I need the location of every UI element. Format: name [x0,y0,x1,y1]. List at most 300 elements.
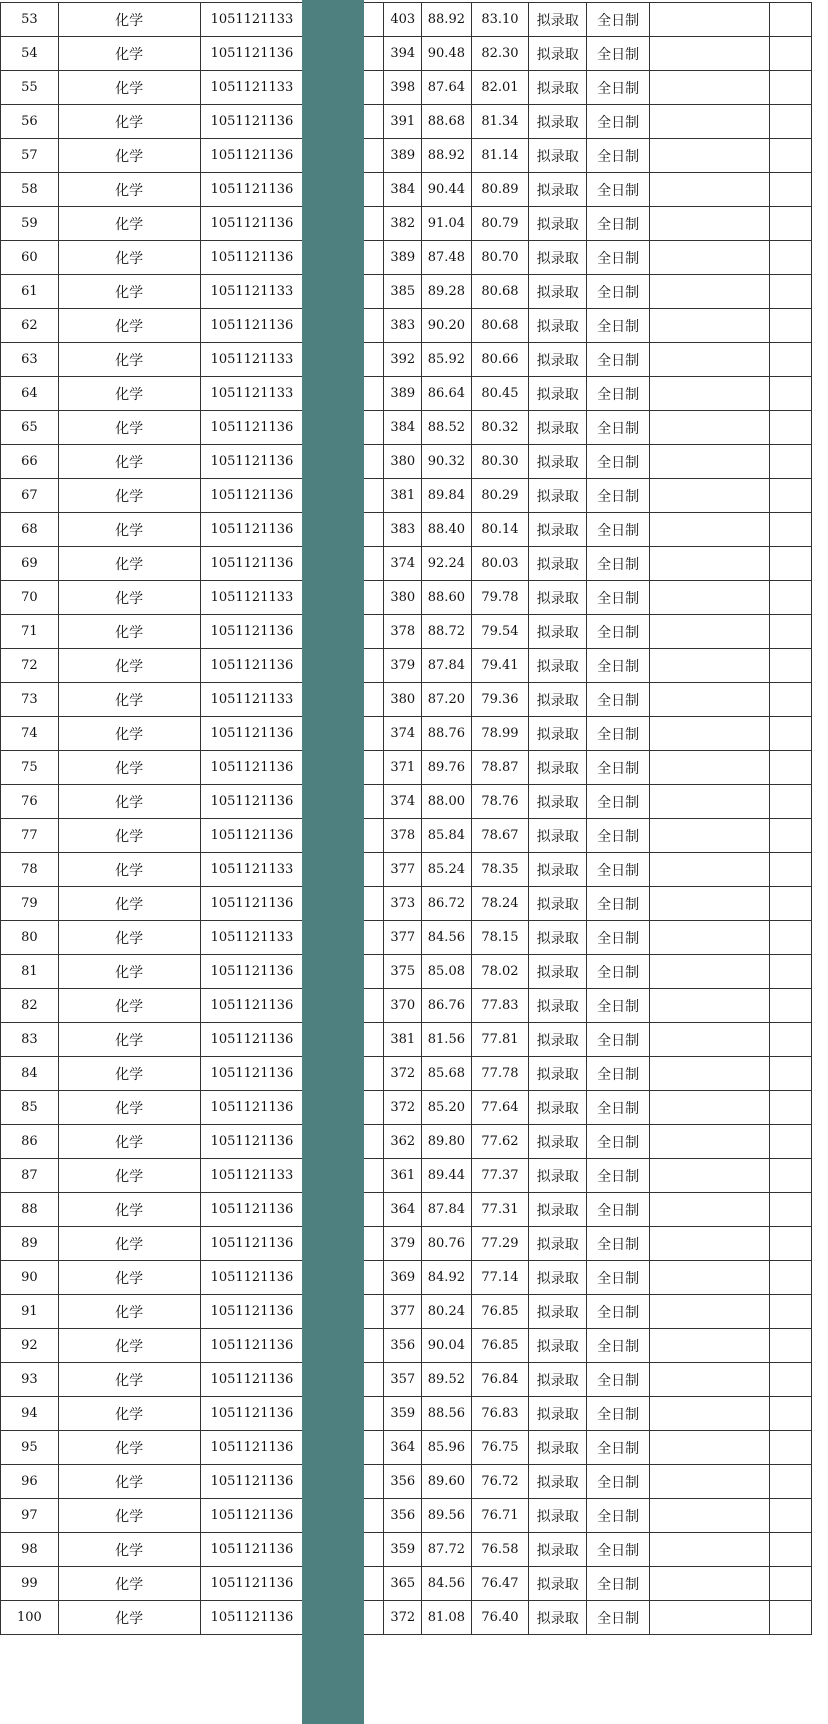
study-mode-cell: 全日制 [587,751,650,785]
status-cell: 拟录取 [529,377,587,411]
retest-score-cell: 88.92 [422,3,471,37]
remark-cell [650,1261,770,1295]
remark-cell [650,683,770,717]
prelim-score-cell: 379 [384,649,422,683]
prelim-score-cell: 378 [384,615,422,649]
table-row [1,751,812,785]
major-cell: 化学 [58,581,200,615]
study-mode-cell: 全日制 [587,853,650,887]
candidate-id-cell: 1051121136 [200,1431,321,1465]
retest-score-cell: 85.20 [422,1091,471,1125]
retest-score-cell: 84.56 [422,1567,471,1601]
status-cell: 拟录取 [529,819,587,853]
candidate-id-cell: 1051121136 [200,37,321,71]
candidate-id-cell: 1051121136 [200,445,321,479]
remark-cell [650,717,770,751]
remark-cell [650,1533,770,1567]
study-mode-cell: 全日制 [587,445,650,479]
study-mode-cell: 全日制 [587,37,650,71]
retest-score-cell: 87.84 [422,649,471,683]
prelim-score-cell: 380 [384,581,422,615]
remark-cell [650,3,770,37]
retest-score-cell: 86.64 [422,377,471,411]
total-score-cell: 80.68 [471,309,529,343]
candidate-id-cell: 1051121136 [200,1091,321,1125]
row-number-cell: 89 [1,1227,59,1261]
status-cell: 拟录取 [529,1363,587,1397]
major-cell: 化学 [58,1397,200,1431]
remark-cell [650,1329,770,1363]
retest-score-cell: 89.84 [422,479,471,513]
major-cell: 化学 [58,1159,200,1193]
blank-cell [769,1295,811,1329]
prelim-score-cell: 378 [384,819,422,853]
prelim-score-cell: 369 [384,1261,422,1295]
table-row [1,105,812,139]
study-mode-cell: 全日制 [587,819,650,853]
retest-score-cell: 85.96 [422,1431,471,1465]
prelim-score-cell: 398 [384,71,422,105]
table-row [1,1193,812,1227]
study-mode-cell: 全日制 [587,1499,650,1533]
remark-cell [650,1023,770,1057]
total-score-cell: 76.58 [471,1533,529,1567]
remark-cell [650,547,770,581]
prelim-score-cell: 391 [384,105,422,139]
prelim-score-cell: 372 [384,1057,422,1091]
major-cell: 化学 [58,479,200,513]
retest-score-cell: 85.92 [422,343,471,377]
total-score-cell: 81.14 [471,139,529,173]
blank-cell [769,1397,811,1431]
table-row [1,275,812,309]
status-cell: 拟录取 [529,1533,587,1567]
retest-score-cell: 86.72 [422,887,471,921]
major-cell: 化学 [58,1261,200,1295]
major-cell: 化学 [58,955,200,989]
status-cell: 拟录取 [529,1465,587,1499]
row-number-cell: 66 [1,445,59,479]
status-cell: 拟录取 [529,105,587,139]
table-row [1,819,812,853]
prelim-score-cell: 377 [384,1295,422,1329]
blank-cell [769,1363,811,1397]
table-row [1,241,812,275]
candidate-id-cell: 1051121136 [200,173,321,207]
table-row [1,343,812,377]
retest-score-cell: 87.72 [422,1533,471,1567]
study-mode-cell: 全日制 [587,1261,650,1295]
row-number-cell: 87 [1,1159,59,1193]
row-number-cell: 62 [1,309,59,343]
blank-cell [769,615,811,649]
table-row [1,1499,812,1533]
prelim-score-cell: 385 [384,275,422,309]
row-number-cell: 78 [1,853,59,887]
table-row [1,1159,812,1193]
total-score-cell: 78.76 [471,785,529,819]
study-mode-cell: 全日制 [587,1465,650,1499]
remark-cell [650,649,770,683]
major-cell: 化学 [58,1227,200,1261]
retest-score-cell: 81.56 [422,1023,471,1057]
study-mode-cell: 全日制 [587,479,650,513]
status-cell: 拟录取 [529,411,587,445]
table-row [1,853,812,887]
remark-cell [650,751,770,785]
prelim-score-cell: 384 [384,411,422,445]
status-cell: 拟录取 [529,1499,587,1533]
retest-score-cell: 88.56 [422,1397,471,1431]
status-cell: 拟录取 [529,139,587,173]
table-row [1,3,812,37]
blank-cell [769,547,811,581]
total-score-cell: 77.29 [471,1227,529,1261]
row-number-cell: 91 [1,1295,59,1329]
study-mode-cell: 全日制 [587,173,650,207]
remark-cell [650,207,770,241]
retest-score-cell: 89.76 [422,751,471,785]
candidate-id-cell: 1051121136 [200,1567,321,1601]
retest-score-cell: 88.76 [422,717,471,751]
total-score-cell: 79.36 [471,683,529,717]
prelim-score-cell: 375 [384,955,422,989]
retest-score-cell: 89.44 [422,1159,471,1193]
prelim-score-cell: 356 [384,1499,422,1533]
table-row [1,377,812,411]
major-cell: 化学 [58,683,200,717]
blank-cell [769,71,811,105]
total-score-cell: 81.34 [471,105,529,139]
table-row [1,547,812,581]
prelim-score-cell: 359 [384,1397,422,1431]
row-number-cell: 94 [1,1397,59,1431]
prelim-score-cell: 356 [384,1329,422,1363]
study-mode-cell: 全日制 [587,717,650,751]
candidate-id-cell: 1051121136 [200,955,321,989]
status-cell: 拟录取 [529,547,587,581]
candidate-id-cell: 1051121136 [200,1533,321,1567]
status-cell: 拟录取 [529,1567,587,1601]
major-cell: 化学 [58,1499,200,1533]
blank-cell [769,513,811,547]
candidate-id-cell: 1051121136 [200,105,321,139]
remark-cell [650,1125,770,1159]
study-mode-cell: 全日制 [587,1057,650,1091]
blank-cell [769,343,811,377]
status-cell: 拟录取 [529,343,587,377]
table-row [1,581,812,615]
table-row [1,921,812,955]
total-score-cell: 80.30 [471,445,529,479]
candidate-id-cell: 1051121136 [200,309,321,343]
row-number-cell: 88 [1,1193,59,1227]
total-score-cell: 77.14 [471,1261,529,1295]
total-score-cell: 80.89 [471,173,529,207]
blank-cell [769,1261,811,1295]
row-number-cell: 99 [1,1567,59,1601]
study-mode-cell: 全日制 [587,139,650,173]
study-mode-cell: 全日制 [587,207,650,241]
row-number-cell: 72 [1,649,59,683]
prelim-score-cell: 374 [384,785,422,819]
table-row [1,1465,812,1499]
blank-cell [769,139,811,173]
status-cell: 拟录取 [529,921,587,955]
retest-score-cell: 87.84 [422,1193,471,1227]
row-number-cell: 96 [1,1465,59,1499]
status-cell: 拟录取 [529,3,587,37]
status-cell: 拟录取 [529,751,587,785]
prelim-score-cell: 377 [384,853,422,887]
major-cell: 化学 [58,445,200,479]
table-row [1,1431,812,1465]
total-score-cell: 77.62 [471,1125,529,1159]
major-cell: 化学 [58,1329,200,1363]
remark-cell [650,1295,770,1329]
remark-cell [650,1193,770,1227]
remark-cell [650,581,770,615]
study-mode-cell: 全日制 [587,71,650,105]
study-mode-cell: 全日制 [587,3,650,37]
status-cell: 拟录取 [529,207,587,241]
table-row [1,309,812,343]
remark-cell [650,309,770,343]
candidate-id-cell: 1051121136 [200,139,321,173]
blank-cell [769,649,811,683]
status-cell: 拟录取 [529,309,587,343]
study-mode-cell: 全日制 [587,309,650,343]
retest-score-cell: 90.20 [422,309,471,343]
status-cell: 拟录取 [529,173,587,207]
row-number-cell: 100 [1,1601,59,1635]
blank-cell [769,411,811,445]
major-cell: 化学 [58,139,200,173]
blank-cell [769,377,811,411]
major-cell: 化学 [58,37,200,71]
blank-cell [769,1023,811,1057]
status-cell: 拟录取 [529,1159,587,1193]
prelim-score-cell: 389 [384,241,422,275]
study-mode-cell: 全日制 [587,547,650,581]
table-row [1,989,812,1023]
retest-score-cell: 84.92 [422,1261,471,1295]
blank-cell [769,921,811,955]
status-cell: 拟录取 [529,1601,587,1635]
candidate-id-cell: 1051121136 [200,1023,321,1057]
major-cell: 化学 [58,887,200,921]
prelim-score-cell: 365 [384,1567,422,1601]
table-row [1,71,812,105]
blank-cell [769,3,811,37]
remark-cell [650,1601,770,1635]
major-cell: 化学 [58,513,200,547]
row-number-cell: 95 [1,1431,59,1465]
total-score-cell: 80.14 [471,513,529,547]
status-cell: 拟录取 [529,615,587,649]
blank-cell [769,955,811,989]
total-score-cell: 80.03 [471,547,529,581]
major-cell: 化学 [58,71,200,105]
remark-cell [650,411,770,445]
table-row [1,1261,812,1295]
major-cell: 化学 [58,1193,200,1227]
table-row [1,683,812,717]
candidate-id-cell: 1051121136 [200,513,321,547]
study-mode-cell: 全日制 [587,581,650,615]
table-row [1,1057,812,1091]
retest-score-cell: 84.56 [422,921,471,955]
remark-cell [650,1397,770,1431]
retest-score-cell: 85.68 [422,1057,471,1091]
candidate-id-cell: 1051121136 [200,649,321,683]
major-cell: 化学 [58,309,200,343]
retest-score-cell: 88.40 [422,513,471,547]
row-number-cell: 57 [1,139,59,173]
total-score-cell: 76.71 [471,1499,529,1533]
candidate-id-cell: 1051121136 [200,751,321,785]
candidate-id-cell: 1051121136 [200,1601,321,1635]
candidate-id-cell: 1051121136 [200,1261,321,1295]
remark-cell [650,513,770,547]
candidate-id-cell: 1051121136 [200,1057,321,1091]
row-number-cell: 76 [1,785,59,819]
candidate-id-cell: 1051121133 [200,921,321,955]
status-cell: 拟录取 [529,275,587,309]
major-cell: 化学 [58,1465,200,1499]
total-score-cell: 76.40 [471,1601,529,1635]
total-score-cell: 76.85 [471,1329,529,1363]
major-cell: 化学 [58,105,200,139]
remark-cell [650,853,770,887]
retest-score-cell: 89.52 [422,1363,471,1397]
table-row [1,207,812,241]
study-mode-cell: 全日制 [587,615,650,649]
status-cell: 拟录取 [529,241,587,275]
retest-score-cell: 89.60 [422,1465,471,1499]
table-row [1,513,812,547]
major-cell: 化学 [58,1295,200,1329]
candidate-id-cell: 1051121136 [200,717,321,751]
candidate-id-cell: 1051121136 [200,1397,321,1431]
row-number-cell: 70 [1,581,59,615]
major-cell: 化学 [58,1431,200,1465]
blank-cell [769,1499,811,1533]
row-number-cell: 90 [1,1261,59,1295]
study-mode-cell: 全日制 [587,1227,650,1261]
total-score-cell: 77.81 [471,1023,529,1057]
blank-cell [769,581,811,615]
major-cell: 化学 [58,173,200,207]
study-mode-cell: 全日制 [587,275,650,309]
total-score-cell: 80.66 [471,343,529,377]
remark-cell [650,887,770,921]
blank-cell [769,173,811,207]
study-mode-cell: 全日制 [587,411,650,445]
remark-cell [650,819,770,853]
major-cell: 化学 [58,989,200,1023]
prelim-score-cell: 377 [384,921,422,955]
retest-score-cell: 90.48 [422,37,471,71]
study-mode-cell: 全日制 [587,1363,650,1397]
candidate-id-cell: 1051121133 [200,683,321,717]
major-cell: 化学 [58,275,200,309]
major-cell: 化学 [58,615,200,649]
row-number-cell: 79 [1,887,59,921]
total-score-cell: 78.24 [471,887,529,921]
retest-score-cell: 91.04 [422,207,471,241]
study-mode-cell: 全日制 [587,513,650,547]
status-cell: 拟录取 [529,887,587,921]
retest-score-cell: 87.64 [422,71,471,105]
prelim-score-cell: 381 [384,479,422,513]
row-number-cell: 55 [1,71,59,105]
row-number-cell: 63 [1,343,59,377]
remark-cell [650,445,770,479]
blank-cell [769,1193,811,1227]
candidate-id-cell: 1051121136 [200,1329,321,1363]
row-number-cell: 77 [1,819,59,853]
retest-score-cell: 88.72 [422,615,471,649]
status-cell: 拟录取 [529,1193,587,1227]
blank-cell [769,309,811,343]
retest-score-cell: 88.60 [422,581,471,615]
table-row [1,1227,812,1261]
prelim-score-cell: 372 [384,1601,422,1635]
retest-score-cell: 90.32 [422,445,471,479]
table-row [1,955,812,989]
row-number-cell: 59 [1,207,59,241]
total-score-cell: 80.68 [471,275,529,309]
study-mode-cell: 全日制 [587,649,650,683]
remark-cell [650,173,770,207]
status-cell: 拟录取 [529,683,587,717]
total-score-cell: 80.79 [471,207,529,241]
candidate-id-cell: 1051121136 [200,887,321,921]
row-number-cell: 53 [1,3,59,37]
remark-cell [650,1057,770,1091]
blank-cell [769,751,811,785]
status-cell: 拟录取 [529,1397,587,1431]
prelim-score-cell: 372 [384,1091,422,1125]
blank-cell [769,479,811,513]
row-number-cell: 84 [1,1057,59,1091]
table-row [1,173,812,207]
candidate-id-cell: 1051121136 [200,785,321,819]
row-number-cell: 73 [1,683,59,717]
blank-cell [769,989,811,1023]
admission-table [0,2,812,1635]
prelim-score-cell: 382 [384,207,422,241]
row-number-cell: 86 [1,1125,59,1159]
major-cell: 化学 [58,1533,200,1567]
total-score-cell: 82.01 [471,71,529,105]
status-cell: 拟录取 [529,1261,587,1295]
major-cell: 化学 [58,411,200,445]
status-cell: 拟录取 [529,1091,587,1125]
blank-cell [769,1431,811,1465]
status-cell: 拟录取 [529,1125,587,1159]
retest-score-cell: 90.04 [422,1329,471,1363]
blank-cell [769,1601,811,1635]
prelim-score-cell: 361 [384,1159,422,1193]
blank-cell [769,1227,811,1261]
retest-score-cell: 85.08 [422,955,471,989]
study-mode-cell: 全日制 [587,1567,650,1601]
study-mode-cell: 全日制 [587,1533,650,1567]
candidate-id-cell: 1051121136 [200,1125,321,1159]
status-cell: 拟录取 [529,989,587,1023]
